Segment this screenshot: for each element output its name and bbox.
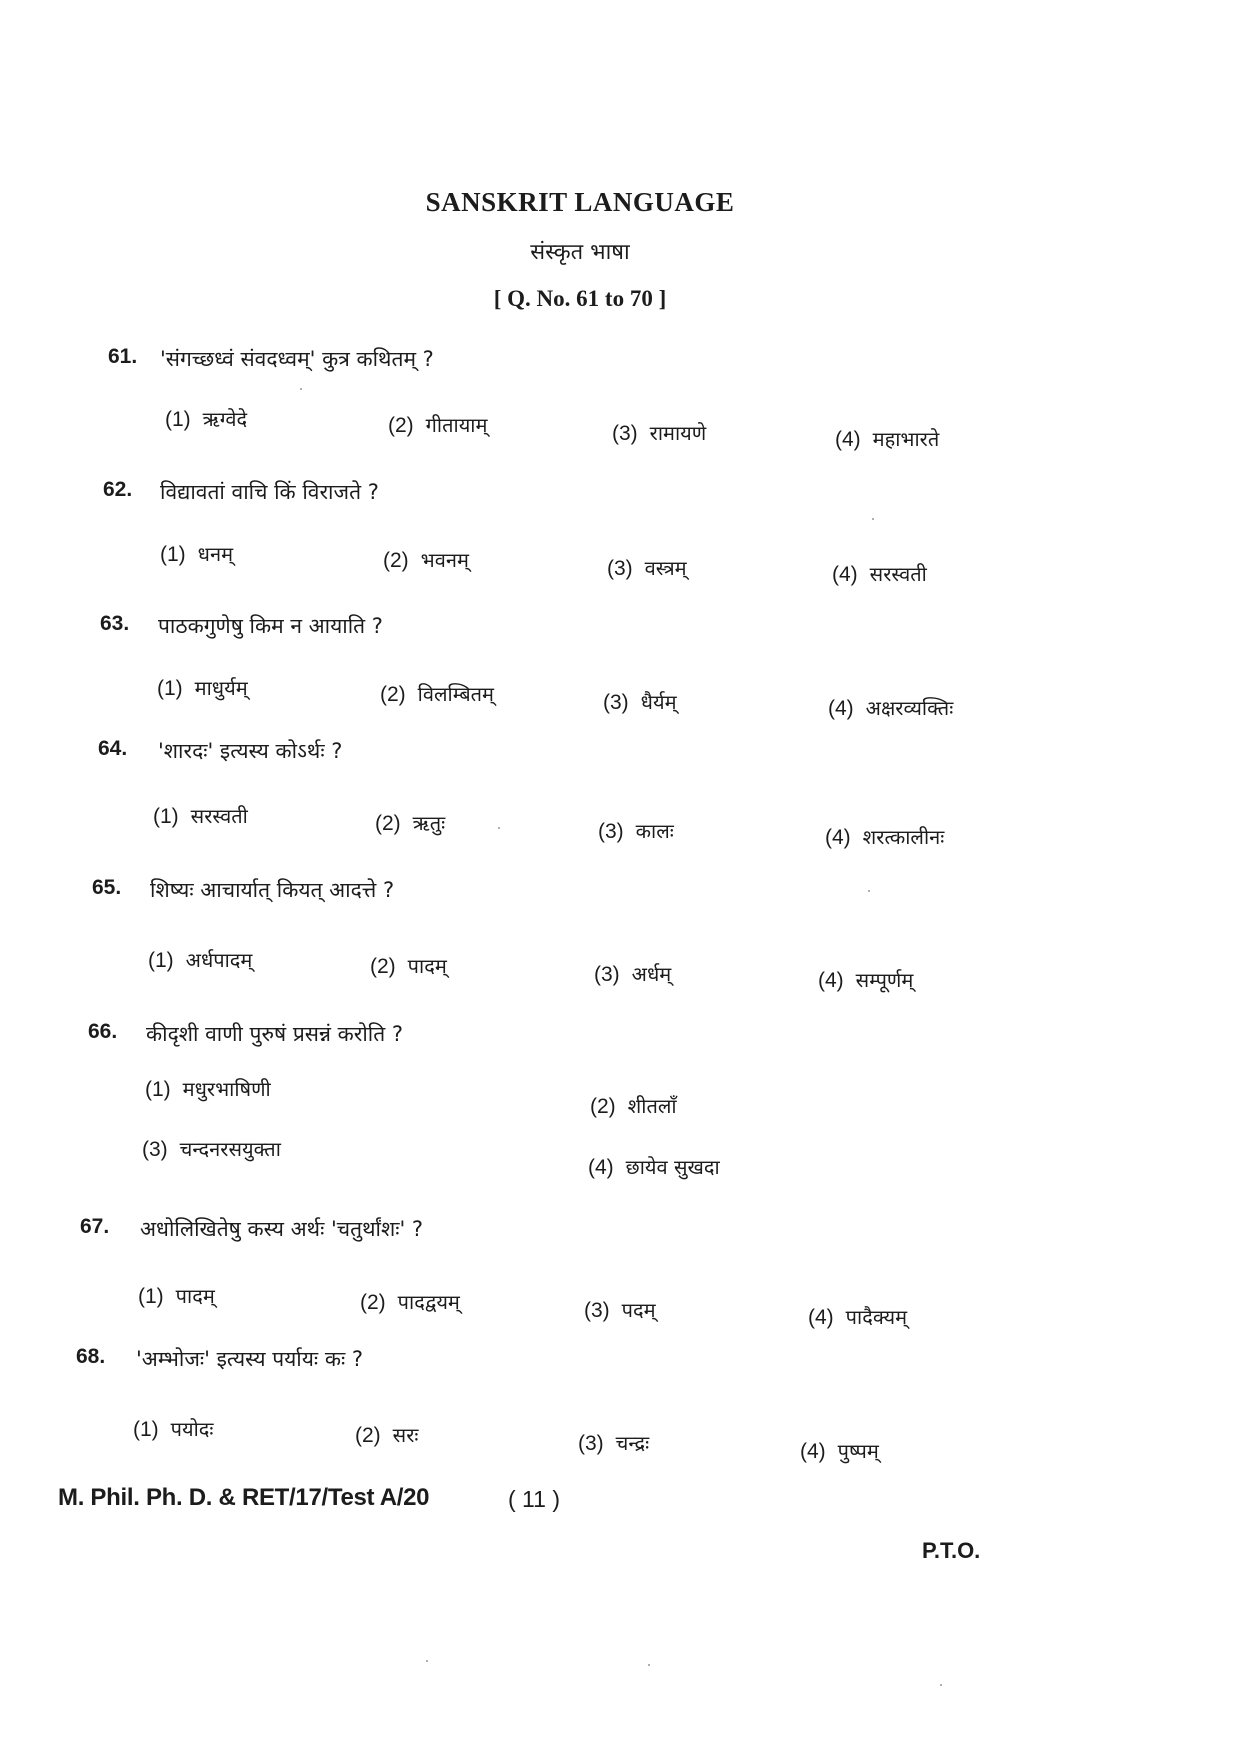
option-3: (3) वस्त्रम् xyxy=(607,556,687,580)
option-4: (4) पादैक्यम् xyxy=(808,1305,908,1329)
section-title: SANSKRIT LANGUAGE xyxy=(425,187,735,217)
question-number: 68. xyxy=(76,1345,106,1368)
page-number: ( 11 ) xyxy=(508,1486,560,1512)
question-64 xyxy=(0,737,1240,867)
option-3: (3) धैर्यम् xyxy=(603,690,677,714)
option-3: (3) पदम् xyxy=(584,1298,656,1322)
question-number: 61. xyxy=(108,345,138,368)
question-text: विद्यावतां वाचि किं विराजते ? xyxy=(160,480,379,504)
option-2: (2) पादम् xyxy=(370,954,447,978)
option-1: (1) अर्धपादम् xyxy=(148,948,253,972)
option-3: (3) कालः xyxy=(598,819,674,843)
option-2: (2) गीतायाम् xyxy=(388,413,488,437)
option-4: (4) सम्पूर्णम् xyxy=(818,968,914,992)
option-4: (4) सरस्वती xyxy=(832,562,927,586)
question-range: [ Q. No. 61 to 70 ] xyxy=(493,286,667,311)
option-1: (1) ऋग्वेदे xyxy=(165,407,248,431)
option-2: (2) ऋतुः xyxy=(375,811,446,835)
question-text: 'अम्भोजः' इत्यस्य पर्यायः कः ? xyxy=(136,1347,364,1371)
question-text: कीदृशी वाणी पुरुषं प्रसन्नं करोति ? xyxy=(146,1022,403,1046)
option-1: (1) मधुरभाषिणी xyxy=(145,1077,271,1101)
question-number: 63. xyxy=(100,612,130,635)
question-text: अधोलिखितेषु कस्य अर्थः 'चतुर्थांशः' ? xyxy=(140,1217,424,1241)
option-3: (3) रामायणे xyxy=(612,421,707,445)
question-number: 65. xyxy=(92,876,122,899)
option-3: (3) चन्दनरसयुक्ता xyxy=(142,1137,281,1161)
option-1: (1) सरस्वती xyxy=(153,804,248,828)
option-4: (4) अक्षरव्यक्तिः xyxy=(828,696,954,720)
question-62 xyxy=(0,478,1240,608)
question-61 xyxy=(0,345,1240,475)
option-4: (4) छायेव सुखदा xyxy=(588,1155,720,1179)
option-1: (1) पादम् xyxy=(138,1284,215,1308)
question-68 xyxy=(0,1345,1240,1475)
question-text: 'संगच्छध्वं संवदध्वम्' कुत्र कथितम् ? xyxy=(160,347,434,371)
option-1: (1) धनम् xyxy=(160,542,234,566)
question-67 xyxy=(0,1215,1240,1345)
option-2: (2) पादद्वयम् xyxy=(360,1290,460,1314)
pto-marker: P.T.O. xyxy=(922,1538,981,1563)
scan-speck xyxy=(868,890,870,892)
option-4: (4) पुष्पम् xyxy=(800,1439,879,1463)
question-number: 67. xyxy=(80,1215,110,1238)
option-1: (1) माधुर्यम् xyxy=(157,676,248,700)
question-text: शिष्यः आचार्यात् कियत् आदत्ते ? xyxy=(150,878,395,902)
option-3: (3) अर्धम् xyxy=(594,962,672,986)
question-text: पाठकगुणेषु किम न आयाति ? xyxy=(158,614,383,638)
option-1: (1) पयोदः xyxy=(133,1417,214,1441)
scan-speck xyxy=(300,388,302,390)
question-text: 'शारदः' इत्यस्य कोऽर्थः ? xyxy=(158,739,343,763)
question-65 xyxy=(0,876,1240,1006)
option-4: (4) शरत्कालीनः xyxy=(825,825,945,849)
option-3: (3) चन्द्रः xyxy=(578,1431,650,1455)
question-number: 66. xyxy=(88,1020,118,1043)
option-2: (2) शीतलाँ xyxy=(590,1094,677,1118)
scan-speck xyxy=(648,1664,650,1666)
question-number: 64. xyxy=(98,737,128,760)
option-4: (4) महाभारते xyxy=(835,427,940,451)
scan-speck xyxy=(498,827,500,829)
scan-speck xyxy=(872,518,874,520)
question-66 xyxy=(0,1020,1240,1179)
scan-speck xyxy=(426,1660,428,1662)
question-number: 62. xyxy=(103,478,133,501)
option-2: (2) सरः xyxy=(355,1423,419,1447)
section-subtitle: संस्कृत भाषा xyxy=(530,240,630,265)
option-2: (2) भवनम् xyxy=(383,548,469,572)
question-63 xyxy=(0,612,1240,742)
exam-code: M. Phil. Ph. D. & RET/17/Test A/20 xyxy=(58,1484,430,1511)
option-2: (2) विलम्बितम् xyxy=(380,682,494,706)
scan-speck xyxy=(940,1684,942,1686)
